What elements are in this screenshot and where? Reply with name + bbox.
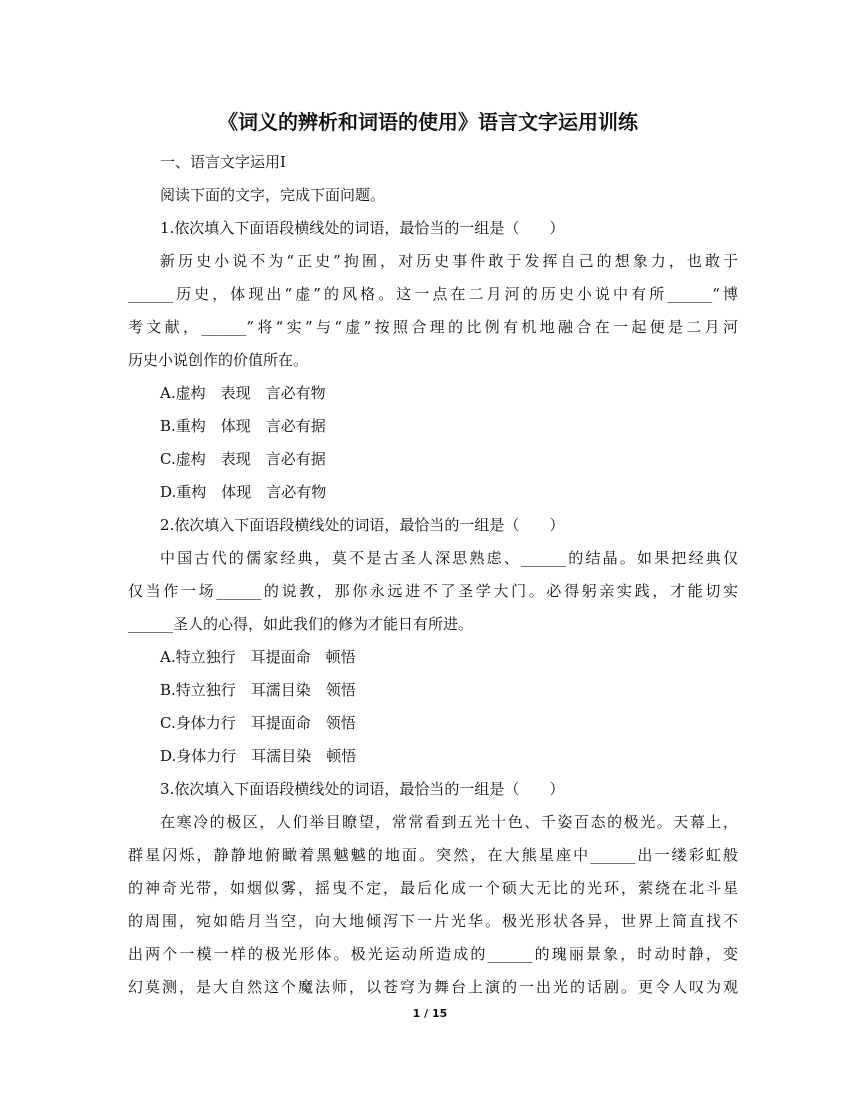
question-2-stem: 2.依次填入下面语段横线处的词语，最恰当的一组是（ ） [160,516,565,534]
question-2-passage-line: 中国古代的儒家经典，莫不是古圣人深思熟虑、______的结晶。如果把经典仅 [160,549,738,567]
question-3-passage-line: 在寒冷的极区，人们举目瞭望，常常看到五光十色、千姿百态的极光。天幕上， [160,813,738,831]
question-1-passage-line: ______历史，体现出“虚”的风格。这一点在二月河的历史小说中有所______“博 [128,285,738,303]
document-body [128,146,738,1004]
question-1-stem: 1.依次填入下面语段横线处的词语，最恰当的一组是（ ） [160,219,565,237]
question-2-option-a: A.特立独行 耳提面命 顿悟 [160,648,356,666]
question-3-passage-line: 群星闪烁，静静地俯瞰着黑魆魆的地面。突然，在大熊星座中______出一缕彩虹般 [128,846,738,864]
question-2-option-d: D.身体力行 耳濡目染 顿悟 [160,747,357,765]
question-1-option-b: B.重构 体现 言必有据 [160,417,326,435]
question-3-passage-line: 的神奇光带，如烟似雾，摇曳不定，最后化成一个硕大无比的光环，萦绕在北斗星 [128,879,738,897]
question-3-passage-line: 的周围，宛如皓月当空，向大地倾泻下一片光华。极光形状各异，世界上简直找不 [128,912,738,930]
question-1-option-a: A.虚构 表现 言必有物 [160,384,326,402]
question-1-passage-line: 历史小说创作的价值所在。 [128,351,309,369]
page-title: 《词义的辨析和词语的使用》语言文字运用训练 [218,110,638,134]
question-1-passage-line: 考文献，______”将“实”与“虚”按照合理的比例有机地融合在一起便是二月河 [128,318,738,336]
question-1-option-c: C.虚构 表现 言必有据 [160,450,326,468]
question-3-passage-line: 出两个一模一样的极光形体。极光运动所造成的______的瑰丽景象，时动时静，变 [128,945,738,963]
question-3-stem: 3.依次填入下面语段横线处的词语，最恰当的一组是（ ） [160,780,565,798]
section-heading: 一、语言文字运用Ⅰ [160,153,286,171]
question-2-passage-line: ______圣人的心得，如此我们的修为才能日有所进。 [128,615,474,633]
question-2-option-c: C.身体力行 耳提面命 领悟 [160,714,356,732]
question-1-option-d: D.重构 体现 言必有物 [160,483,327,501]
question-3-passage-line: 幻莫测，是大自然这个魔法师，以苍穹为舞台上演的一出光的话剧。更令人叹为观 [128,978,738,996]
question-2-option-b: B.特立独行 耳濡目染 领悟 [160,681,356,699]
question-2-passage-line: 仅当作一场______的说教，那你永远进不了圣学大门。必得躬亲实践，才能切实 [128,582,738,600]
instruction-text: 阅读下面的文字，完成下面问题。 [160,186,386,204]
page-number: 1 / 15 [412,1007,448,1020]
question-1-passage-line: 新历史小说不为“正史”拘囿，对历史事件敢于发挥自己的想象力，也敢于 [160,252,738,270]
